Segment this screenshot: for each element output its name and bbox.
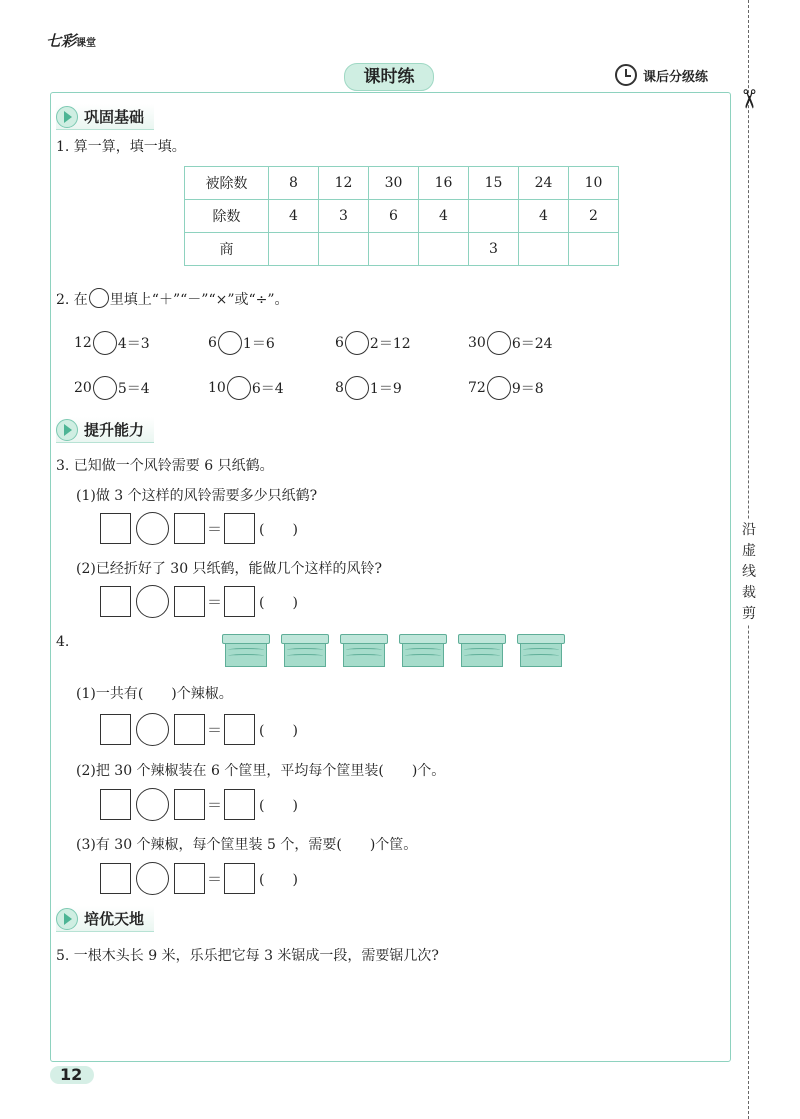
- brand-logo: 七彩课堂: [46, 32, 97, 50]
- answer-box[interactable]: [100, 789, 131, 820]
- question-3: 3. 已知做一个风铃需要 6 只纸鹤。: [56, 458, 274, 474]
- question-4-3: (3)有 30 个辣椒，每个筐里装 5 个，需要( )个筐。: [76, 837, 418, 853]
- cut-label: 沿虚线裁剪: [741, 520, 757, 625]
- equation-row: ＝ ( ): [100, 788, 298, 821]
- scissors-icon: ✂: [732, 88, 763, 110]
- expression: 12 4＝3: [74, 331, 150, 355]
- answer-cell[interactable]: [519, 233, 569, 266]
- answer-box[interactable]: [174, 863, 205, 894]
- pepper-baskets: [222, 634, 565, 668]
- answer-box[interactable]: [100, 863, 131, 894]
- answer-box[interactable]: [224, 863, 255, 894]
- answer-box[interactable]: [174, 586, 205, 617]
- question-2: 2. 在 里填上“＋”“－”“×”或“÷”。: [56, 288, 289, 309]
- section-advanced: 培优天地: [56, 906, 154, 932]
- circle-icon: [89, 288, 109, 308]
- answer-box[interactable]: [100, 586, 131, 617]
- operator-circle[interactable]: [487, 331, 511, 355]
- question-3-1: (1)做 3 个这样的风铃需要多少只纸鹤?: [76, 488, 318, 504]
- basket-image: [399, 634, 447, 668]
- operator-circle[interactable]: [93, 376, 117, 400]
- answer-cell[interactable]: [419, 233, 469, 266]
- table-row: 商 3: [185, 233, 619, 266]
- question-4-2: (2)把 30 个辣椒装在 6 个筐里，平均每个筐里装( )个。: [76, 763, 446, 779]
- operator-circle[interactable]: [136, 585, 169, 618]
- answer-box[interactable]: [174, 513, 205, 544]
- operator-circle[interactable]: [345, 331, 369, 355]
- answer-cell[interactable]: [319, 233, 369, 266]
- answer-box[interactable]: [174, 714, 205, 745]
- basket-image: [458, 634, 506, 668]
- equation-row: ＝ ( ): [100, 512, 298, 545]
- unit-blank[interactable]: ( ): [259, 797, 298, 814]
- expression: 72 9＝8: [468, 376, 544, 400]
- play-icon: [56, 419, 78, 441]
- operator-circle[interactable]: [93, 331, 117, 355]
- basket-image: [222, 634, 270, 668]
- clock-icon: [615, 64, 637, 86]
- section-basics: 巩固基础: [56, 104, 154, 130]
- division-table: [184, 166, 619, 266]
- operator-circle[interactable]: [136, 713, 169, 746]
- operator-circle[interactable]: [218, 331, 242, 355]
- unit-blank[interactable]: ( ): [259, 871, 298, 888]
- unit-blank[interactable]: ( ): [259, 594, 298, 611]
- answer-cell[interactable]: [269, 233, 319, 266]
- question-4: 4.: [56, 634, 70, 650]
- expression: 6 1＝6: [208, 331, 275, 355]
- page-number: 12: [60, 1065, 83, 1084]
- operator-circle[interactable]: [136, 862, 169, 895]
- expression: 30 6＝24: [468, 331, 553, 355]
- answer-box[interactable]: [100, 513, 131, 544]
- question-1: 1. 算一算，填一填。: [56, 139, 186, 155]
- operator-circle[interactable]: [345, 376, 369, 400]
- answer-cell[interactable]: [469, 200, 519, 233]
- operator-circle[interactable]: [136, 512, 169, 545]
- answer-cell[interactable]: [569, 233, 619, 266]
- level-label: 课后分级练: [615, 64, 708, 86]
- equation-row: ＝ ( ): [100, 713, 298, 746]
- basket-image: [517, 634, 565, 668]
- question-4-1: (1)一共有( )个辣椒。: [76, 686, 233, 702]
- question-3-2: (2)已经折好了 30 只纸鹤，能做几个这样的风铃?: [76, 561, 383, 577]
- page-title: 课时练: [344, 63, 434, 91]
- expression: 6 2＝12: [335, 331, 411, 355]
- answer-box[interactable]: [100, 714, 131, 745]
- unit-blank[interactable]: ( ): [259, 521, 298, 538]
- answer-box[interactable]: [224, 586, 255, 617]
- equation-row: ＝ ( ): [100, 862, 298, 895]
- answer-box[interactable]: [224, 789, 255, 820]
- answer-box[interactable]: [174, 789, 205, 820]
- expression: 10 6＝4: [208, 376, 284, 400]
- play-icon: [56, 106, 78, 128]
- question-5: 5. 一根木头长 9 米，乐乐把它每 3 米锯成一段，需要锯几次?: [56, 948, 439, 964]
- play-icon: [56, 908, 78, 930]
- answer-cell[interactable]: [369, 233, 419, 266]
- unit-blank[interactable]: ( ): [259, 722, 298, 739]
- basket-image: [340, 634, 388, 668]
- operator-circle[interactable]: [136, 788, 169, 821]
- expression: 20 5＝4: [74, 376, 150, 400]
- table-row: 被除数 8 12 30 16 15 24 10: [185, 167, 619, 200]
- section-improve: 提升能力: [56, 417, 154, 443]
- equation-row: ＝ ( ): [100, 585, 298, 618]
- expression: 8 1＝9: [335, 376, 402, 400]
- operator-circle[interactable]: [487, 376, 511, 400]
- answer-box[interactable]: [224, 513, 255, 544]
- basket-image: [281, 634, 329, 668]
- operator-circle[interactable]: [227, 376, 251, 400]
- table-row: 除数 4 3 6 4 4 2: [185, 200, 619, 233]
- answer-box[interactable]: [224, 714, 255, 745]
